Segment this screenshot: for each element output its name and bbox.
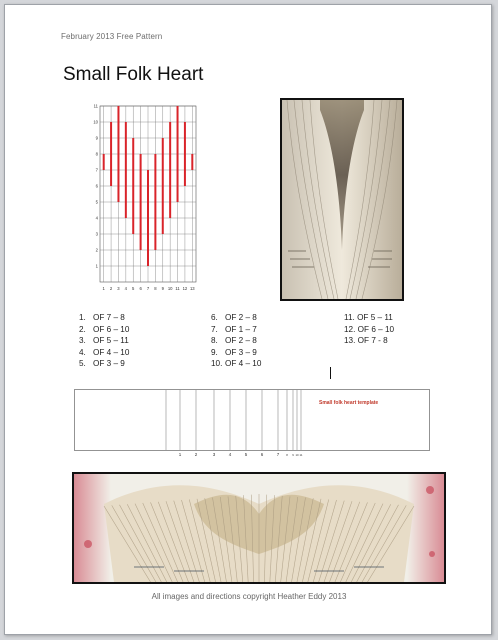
template-tick-label: 11 <box>299 453 303 457</box>
chart-y-tick-label: 11 <box>93 103 98 109</box>
chart-x-tick-label: 13 <box>189 286 195 291</box>
chart-x-tick-label: 2 <box>109 286 113 291</box>
template-frame <box>75 390 430 451</box>
chart-x-tick-label: 8 <box>154 286 157 291</box>
heart-book-photo-vertical <box>280 98 404 301</box>
instruction-item: 10. OF 4 – 10 <box>211 359 262 369</box>
template-tick-label: 5 <box>244 452 248 457</box>
chart-y-tick-label: 7 <box>95 167 98 173</box>
template-tick-label: 1 <box>178 452 182 457</box>
chart-y-tick-label: 9 <box>95 135 98 141</box>
chart-y-tick-label: 6 <box>95 183 98 189</box>
instruction-item: 9. OF 3 – 9 <box>211 347 257 357</box>
chart-x-tick-label: 1 <box>102 286 105 291</box>
chart-y-tick-label: 5 <box>95 199 98 205</box>
instruction-item: 11. OF 5 – 11 <box>344 313 393 322</box>
instruction-list-col1 <box>79 312 129 370</box>
template-tick-label: 3 <box>212 452 216 457</box>
chart-x-tick-label: 5 <box>132 286 135 291</box>
template-tick-label: 10 <box>295 453 299 457</box>
chart-x-tick-label: 9 <box>161 286 164 291</box>
instruction-item: 5. OF 3 – 9 <box>79 359 125 369</box>
template-tick-label: 2 <box>194 452 198 457</box>
chart-x-tick-label: 11 <box>175 286 180 291</box>
copyright-footer: All images and directions copyright Heather Eddy 2013 <box>151 592 347 601</box>
template-tick-label: 8 <box>286 453 288 457</box>
template-tick-label: 6 <box>260 452 264 457</box>
text-cursor <box>330 367 331 379</box>
chart-y-tick-label: 3 <box>95 231 98 237</box>
instruction-item: 2. OF 6 – 10 <box>79 324 130 334</box>
fold-chart <box>88 100 200 300</box>
chart-x-tick-label: 10 <box>167 286 173 291</box>
template-label: Small folk heart template <box>319 400 379 406</box>
instruction-item: 12. OF 6 – 10 <box>344 324 395 334</box>
instruction-item: 7. OF 1 – 7 <box>211 324 257 334</box>
template-tick-label: 4 <box>228 452 232 457</box>
chart-y-tick-label: 4 <box>95 215 98 221</box>
instruction-item: 4. OF 4 – 10 <box>79 347 130 357</box>
chart-y-tick-label: 10 <box>93 119 98 125</box>
chart-y-tick-label: 8 <box>95 151 98 157</box>
instruction-list-col3 <box>344 312 394 347</box>
chart-y-tick-label: 1 <box>95 263 98 269</box>
template-tick-label: 7 <box>276 452 280 457</box>
chart-x-tick-label: 6 <box>139 286 142 291</box>
instruction-item: 13. OF 7 - 8 <box>344 336 388 346</box>
heart-book-photo-horizontal <box>72 472 446 584</box>
instruction-item: 3. OF 5 – 11 <box>79 336 129 346</box>
chart-x-tick-label: 12 <box>182 286 188 291</box>
instruction-item: 1. OF 7 – 8 <box>79 313 125 322</box>
pattern-date-label: February 2013 Free Pattern <box>61 32 163 41</box>
instruction-item: 6. OF 2 – 8 <box>211 313 257 322</box>
instruction-item: 8. OF 2 – 8 <box>211 336 257 346</box>
instruction-list-col2 <box>211 312 261 370</box>
template-tick-label: 9 <box>292 453 294 457</box>
chart-x-tick-label: 4 <box>124 286 128 291</box>
chart-x-tick-label: 7 <box>146 286 150 291</box>
chart-y-tick-label: 2 <box>95 247 98 253</box>
chart-x-tick-label: 3 <box>117 286 120 291</box>
pattern-title: Small Folk Heart <box>63 64 204 85</box>
